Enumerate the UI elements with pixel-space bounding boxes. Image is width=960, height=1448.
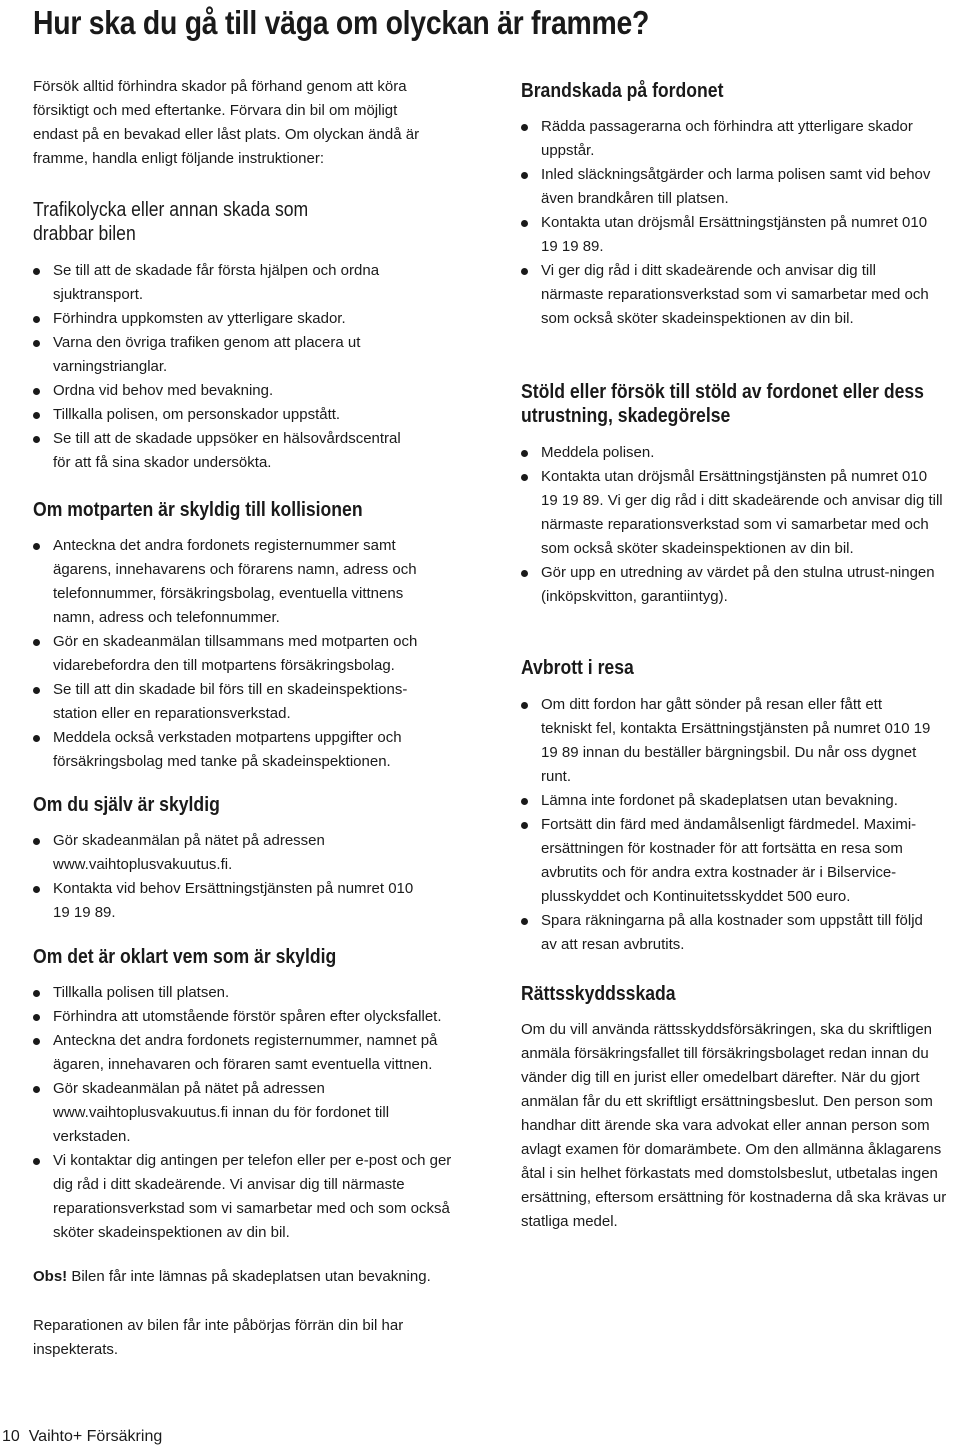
list-item: Anteckna det andra fordonets registernummer samt ägarens, innehavarens och förarens namn, adress och telefonnummer, försäkringsbolag, eventuella vittnens namn, adress och telefonnummer. [33,534,433,630]
list-item: Kontakta vid behov Ersättningstjänsten på numret 010 19 19 89. [33,877,433,925]
bullet-icon [521,918,528,925]
obs-text: Bilen får inte lämnas på skadeplatsen utan bevakning. [67,1268,431,1285]
bullet-icon [33,1086,40,1093]
list-item: Anteckna det andra fordonets registernummer, namnet på ägaren, innehavaren och föraren samt eventuella vittnen. [33,1029,458,1077]
list-item: Lämna inte fordonet på skadeplatsen utan bevakning. [521,789,936,813]
section-heading-unclear-fault: Om det är oklart vem som är skyldig [33,946,337,968]
list-item: Vi kontaktar dig antingen per telefon eller per e-post och ger dig råd i ditt skadeärende. Vi anvisar dig till närmaste reparationsverkstad som vi samarbetar med och som också sköter skadeinspektionen av din bil. [33,1149,458,1245]
list-item: Om ditt fordon har gått sönder på resan eller fått ett tekniskt fel, kontakta Ersättningstjänsten på numret 010 19 19 89 innan du beställer bärgningsbil. Du når oss dygnet runt. [521,693,936,789]
bullet-icon [521,474,528,481]
bullet-icon [33,886,40,893]
list-item: Gör upp en utredning av värdet på den stulna utrust-ningen (inköpskvitton, garantiintyg). [521,561,946,609]
bullet-icon [521,220,528,227]
theft-list [521,441,946,609]
section-heading-trip-interruption: Avbrott i resa [521,657,634,679]
obs-note [33,1265,473,1289]
legal-protection-paragraph: Om du vill använda rättsskyddsförsäkringen, ska du skriftligen anmäla försäkringsfallet till försäkringsbolaget redan innan du vänder dig till en jurist eller omedelbart därefter. När du gjort anmälan får du ett skriftligt ersättningsbeslut. Den person som handhar ditt ärende ska vara advokat eller annan person som avlagt examen för domarämbete. Om den allmänna åklagarens åtal i sin helhet förkastats med domstolsbeslut, utbetalas ingen ersättning, eftersom ersättning för kostnaderna då ska krävas ur statliga medel. [521,1021,947,1230]
bullet-icon [521,124,528,131]
bullet-icon [33,639,40,646]
list-item: Tillkalla polisen till platsen. [33,981,458,1005]
list-item: Se till att din skadade bil förs till en skadeinspektions-station eller en reparationsverkstad. [33,678,433,726]
bullet-icon [33,1158,40,1165]
bullet-icon [33,687,40,694]
list-item: Ordna vid behov med bevakning. [33,379,413,403]
list-item: Meddela också verkstaden motpartens uppgifter och försäkringsbolag med tanke på skadeinspektionen. [33,726,433,774]
bullet-icon [33,1038,40,1045]
list-item: Kontakta utan dröjsmål Ersättningstjänsten på numret 010 19 19 89. Vi ger dig råd i ditt skadeärende och anvisar dig till närmaste reparationsverkstad som vi samarbetar med och som också sköter skadeinspektionen av din bil. [521,465,946,561]
list-item: Spara räkningarna på alla kostnader som uppstått till följd av att resan avbrutits. [521,909,936,957]
section-heading-fire: Brandskada på fordonet [521,80,724,102]
page-title: Hur ska du gå till väga om olyckan är framme? [33,4,650,41]
section-heading-theft-line1: Stöld eller försök till stöld av fordonet eller dess [521,381,924,403]
list-item: Kontakta utan dröjsmål Ersättningstjänsten på numret 010 19 19 89. [521,211,931,259]
fire-list [521,115,931,331]
list-item: Fortsätt din färd med ändamålsenligt färdmedel. Maximi-ersättningen för kostnader för att fortsätta en resa som avbrutits och för andra extra kostnader är i Bilservice-plusskyddet och Kontinuitetsskyddet 500 euro. [521,813,936,909]
unclear-fault-list [33,981,458,1245]
list-item: Gör skadeanmälan på nätet på adressen www.vaihtoplusvakuutus.fi. [33,829,433,877]
section-heading-theft-line2: utrustning, skadegörelse [521,405,731,427]
list-item: Gör skadeanmälan på nätet på adressen www.vaihtoplusvakuutus.fi innan du för fordonet till verkstaden. [33,1077,458,1149]
list-item: Förhindra att utomstående förstör spåren efter olycksfallet. [33,1005,458,1029]
section-heading-legal-protection: Rättsskyddsskada [521,983,676,1005]
repair-note: Reparationen av bilen får inte påbörjas förrän din bil har inspekterats. [33,1317,404,1358]
bullet-icon [521,268,528,275]
bullet-icon [521,798,528,805]
list-item: Inled släckningsåtgärder och larma polisen samt vid behov även brandkåren till platsen. [521,163,931,211]
list-item: Varna den övriga trafiken genom att placera ut varningstrianglar. [33,331,413,379]
bullet-icon [521,450,528,457]
page-number: 10 [2,1428,20,1445]
list-item: Vi ger dig råd i ditt skadeärende och anvisar dig till närmaste reparationsverkstad som vi samarbetar med och som också sköter skadeinspektionen av din bil. [521,259,931,331]
bullet-icon [521,822,528,829]
bullet-icon [521,702,528,709]
bullet-icon [33,838,40,845]
page-footer [2,1426,162,1448]
list-item: Meddela polisen. [521,441,946,465]
traffic-list [33,259,413,475]
trip-interruption-list [521,693,936,957]
bullet-icon [33,1014,40,1021]
bullet-icon [521,570,528,577]
obs-label: Obs! [33,1268,68,1285]
bullet-icon [33,735,40,742]
bullet-icon [33,388,40,395]
bullet-icon [33,990,40,997]
section-heading-self-fault: Om du själv är skyldig [33,794,220,816]
bullet-icon [33,340,40,347]
footer-brand: Vaihto+ Försäkring [28,1428,163,1445]
bullet-icon [33,436,40,443]
section-heading-traffic-line1: Trafikolycka eller annan skada som [33,199,309,221]
list-item: Gör en skadeanmälan tillsammans med motparten och vidarebefordra den till motpartens försäkringsbolag. [33,630,433,678]
list-item: Rädda passagerarna och förhindra att ytterligare skador uppstår. [521,115,931,163]
intro-paragraph: Försök alltid förhindra skador på förhand genom att köra försiktigt och med eftertanke. Förvara din bil om möjligt endast på en bevakad eller låst plats. Om olyckan ändå är framme, handla enligt följande instruktioner: [33,78,420,167]
bullet-icon [33,316,40,323]
bullet-icon [33,543,40,550]
list-item: Tillkalla polisen, om personskador uppstått. [33,403,413,427]
bullet-icon [521,172,528,179]
list-item: Förhindra uppkomsten av ytterligare skador. [33,307,413,331]
bullet-icon [33,268,40,275]
self-fault-list [33,829,433,925]
list-item: Se till att de skadade får första hjälpen och ordna sjuktransport. [33,259,413,307]
bullet-icon [33,412,40,419]
section-heading-counterparty: Om motparten är skyldig till kollisionen [33,499,363,521]
list-item: Se till att de skadade uppsöker en hälsovårdscentral för att få sina skador undersökta. [33,427,413,475]
counterparty-list [33,534,433,774]
section-heading-traffic-line2: drabbar bilen [33,223,136,245]
